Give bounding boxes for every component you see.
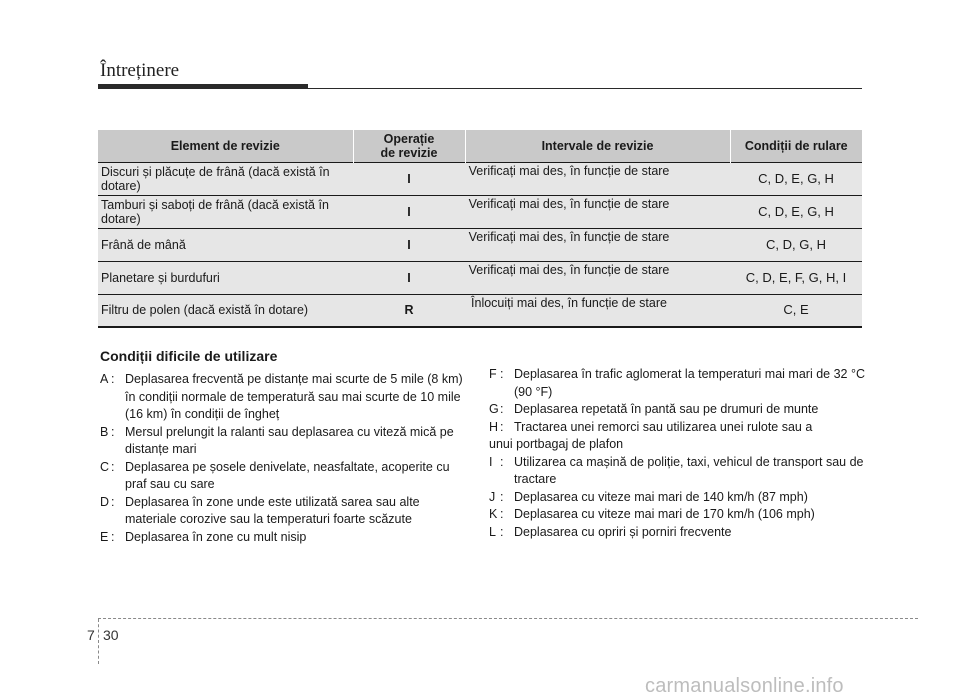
page-header-title: Întreținere — [100, 60, 180, 81]
condition-letter: H : — [489, 419, 514, 437]
condition-item — [489, 524, 869, 542]
row-conditions: C, D, E, G, H — [730, 162, 862, 195]
condition-item — [100, 424, 470, 459]
condition-letter: B : — [100, 424, 125, 442]
condition-text: Mersul prelungit la ralanti sau deplasarea cu viteză mică pe distanțe mari — [125, 424, 454, 456]
footer-divider — [98, 619, 99, 664]
row-interval: Verificați mai des, în funcție de stare — [465, 228, 730, 261]
condition-item — [100, 529, 470, 547]
row-operation: I — [353, 195, 465, 228]
row-operation: I — [353, 261, 465, 294]
condition-item — [489, 436, 869, 454]
header-operation: Operație de revizie — [353, 130, 465, 162]
row-conditions: C, E — [730, 294, 862, 327]
condition-text: Deplasarea în zone unde este utilizată sarea sau alte materiale corozive sau la temperaturi foarte scăzute — [125, 494, 420, 526]
condition-text: Utilizarea ca mașină de poliție, taxi, vehicul de transport sau de tractare — [514, 454, 864, 486]
row-operation: I — [353, 228, 465, 261]
condition-text: Tractarea unei remorci sau utilizarea unei rulote sau a — [514, 419, 813, 434]
chapter-number: 7 — [87, 627, 95, 643]
condition-letter: A : — [100, 371, 125, 389]
condition-item — [100, 459, 470, 494]
row-interval: Verificați mai des, în funcție de stare — [465, 195, 730, 228]
row-item: Discuri și plăcuțe de frână (dacă există în dotare) — [98, 162, 353, 195]
row-operation: I — [353, 162, 465, 195]
table-row — [98, 195, 862, 228]
condition-text: Deplasarea pe șosele denivelate, neasfaltate, acoperite cu praf sau cu sare — [125, 459, 450, 491]
condition-text: Deplasarea în trafic aglomerat la temperaturi mai mari de 32 °C (90 °F) — [514, 367, 865, 399]
page-number: 30 — [103, 627, 119, 643]
condition-letter: J : — [489, 489, 514, 507]
maintenance-table — [98, 130, 862, 328]
condition-item — [489, 366, 869, 401]
condition-letter: D : — [100, 494, 125, 512]
conditions-list-right — [489, 366, 869, 541]
row-interval: Înlocuiți mai des, în funcție de stare — [465, 294, 730, 327]
condition-text: unui portbagaj de plafon — [489, 437, 624, 451]
row-conditions: C, D, E, F, G, H, I — [730, 261, 862, 294]
row-item: Tamburi și saboți de frână (dacă există în dotare) — [98, 195, 353, 228]
row-conditions: C, D, G, H — [730, 228, 862, 261]
row-item: Filtru de polen (dacă există în dotare) — [98, 294, 353, 327]
table-row — [98, 261, 862, 294]
row-operation: R — [353, 294, 465, 327]
condition-item — [100, 371, 470, 424]
condition-letter: E : — [100, 529, 125, 547]
condition-item — [100, 494, 470, 529]
row-item: Planetare și burdufuri — [98, 261, 353, 294]
table-row — [98, 162, 862, 195]
row-interval: Verificați mai des, în funcție de stare — [465, 261, 730, 294]
condition-text: Deplasarea cu viteze mai mari de 140 km/h (87 mph) — [514, 489, 808, 504]
condition-letter: G : — [489, 401, 514, 419]
section-title: Condiții dificile de utilizare — [100, 348, 278, 364]
condition-item — [489, 419, 869, 437]
row-interval: Verificați mai des, în funcție de stare — [465, 162, 730, 195]
header-conditions: Condiții de rulare — [730, 130, 862, 162]
condition-letter: F : — [489, 366, 514, 384]
condition-text: Deplasarea în zone cu mult nisip — [125, 529, 307, 544]
footer-rule — [98, 618, 918, 619]
condition-letter: L : — [489, 524, 514, 542]
header-interval: Intervale de revizie — [465, 130, 730, 162]
row-item: Frână de mână — [98, 228, 353, 261]
condition-letter: I : — [489, 454, 514, 472]
table-header-row — [98, 130, 862, 162]
condition-text: Deplasarea cu viteze mai mari de 170 km/h (106 mph) — [514, 507, 815, 521]
condition-letter: C : — [100, 459, 125, 477]
conditions-list-left — [100, 371, 470, 546]
condition-text: Deplasarea repetată în pantă sau pe drumuri de munte — [514, 402, 819, 416]
header-rule — [98, 88, 862, 89]
header-item: Element de revizie — [98, 130, 353, 162]
condition-text: Deplasarea frecventă pe distanțe mai scurte de 5 mile (8 km) în condiții normale de temperatură sau mai scurte de 10 mile (16 km) în condiții de îngheț — [125, 372, 463, 421]
condition-item — [489, 401, 869, 419]
condition-item — [489, 506, 869, 524]
table-row — [98, 228, 862, 261]
condition-item — [489, 489, 869, 507]
watermark: carmanualsonline.info — [645, 675, 844, 697]
condition-text: Deplasarea cu opriri și porniri frecvente — [514, 524, 732, 539]
condition-letter: K : — [489, 506, 514, 524]
row-conditions: C, D, E, G, H — [730, 195, 862, 228]
condition-item — [489, 454, 869, 489]
table-row — [98, 294, 862, 327]
